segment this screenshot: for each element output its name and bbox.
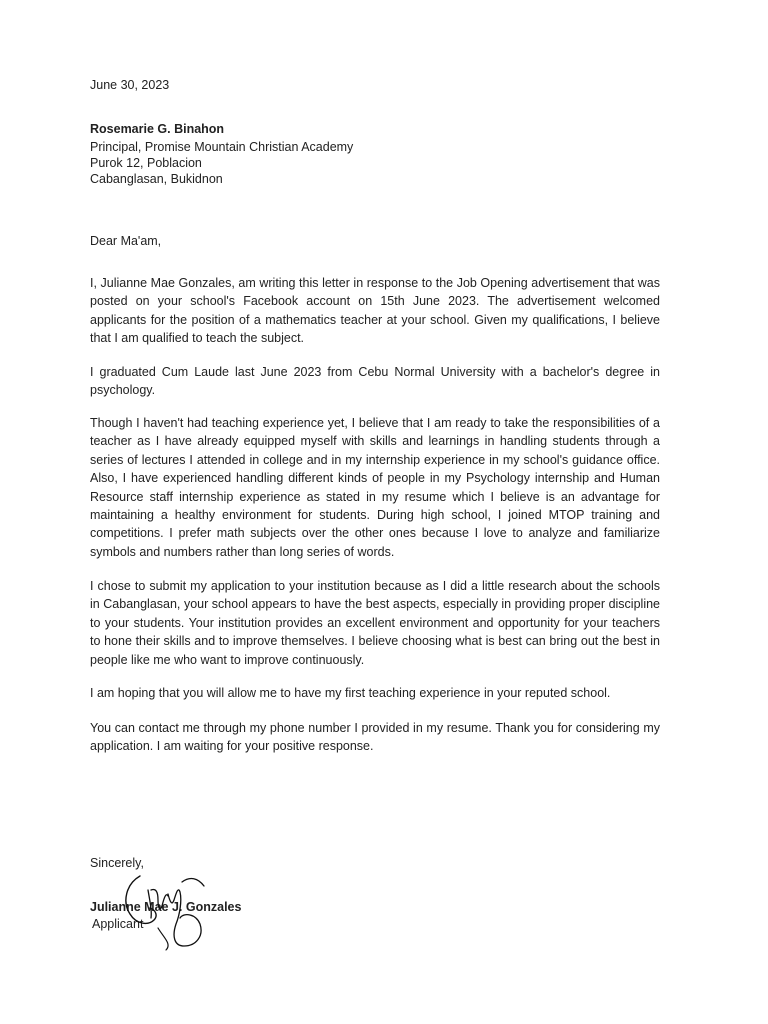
- recipient-title: Principal, Promise Mountain Christian Academy: [90, 140, 354, 154]
- recipient-address-line2: Cabanglasan, Bukidnon: [90, 172, 223, 186]
- body-paragraph-2: I graduated Cum Laude last June 2023 from Cebu Normal University with a bachelor's degree in psychology.: [90, 365, 660, 398]
- body-paragraph-5: I am hoping that you will allow me to have my first teaching experience in your reputed school.: [90, 686, 611, 700]
- recipient-name: Rosemarie G. Binahon: [90, 122, 225, 136]
- recipient-address-line1: Purok 12, Poblacion: [90, 156, 202, 170]
- letter-date: June 30, 2023: [90, 78, 170, 92]
- body-paragraph-4: I chose to submit my application to your institution because as I did a little research about the schools in Cabanglasan, your school appears to have the best aspects, especially in providing proper discipline to your students. Your institution provides an excellent environment and opportunity for your teachers to hone their skills and to improve themselves. I believe choosing what is best can bring out the best in people like me who want to improve continuously.: [90, 579, 660, 667]
- closing: Sincerely,: [90, 856, 144, 870]
- signer-name: Julianne Mae J. Gonzales: [90, 900, 242, 914]
- handwritten-signature: [118, 866, 218, 952]
- signer-role: Applicant: [92, 917, 144, 931]
- body-paragraph-3: Though I haven't had teaching experience yet, I believe that I am ready to take the responsibilities of a teacher as I have already equipped myself with skills and learnings in handling students through a series of lectures I attended in college and in my internship experience in my school's guidance office. Also, I have experienced handling different kinds of people in my Psychology internship and Human Resource staff internship experience as stated in my resume which I believe is an advantage for maintaining a healthy environment for students. During high school, I joined MTOP training and competitions. I prefer math subjects over the other ones because I love to analyze and familiarize symbols and numbers rather than long series of words.: [90, 416, 660, 559]
- salutation: Dear Ma'am,: [90, 234, 162, 248]
- body-paragraph-1: I, Julianne Mae Gonzales, am writing this letter in response to the Job Opening advertisement that was posted on your school's Facebook account on 15th June 2023. The advertisement welcomed applicants for the position of a mathematics teacher at your school. Given my qualifications, I believe that I am qualified to teach the subject.: [90, 276, 660, 346]
- body-paragraph-6: You can contact me through my phone number I provided in my resume. Thank you for considering my application. I am waiting for your positive response.: [90, 721, 660, 754]
